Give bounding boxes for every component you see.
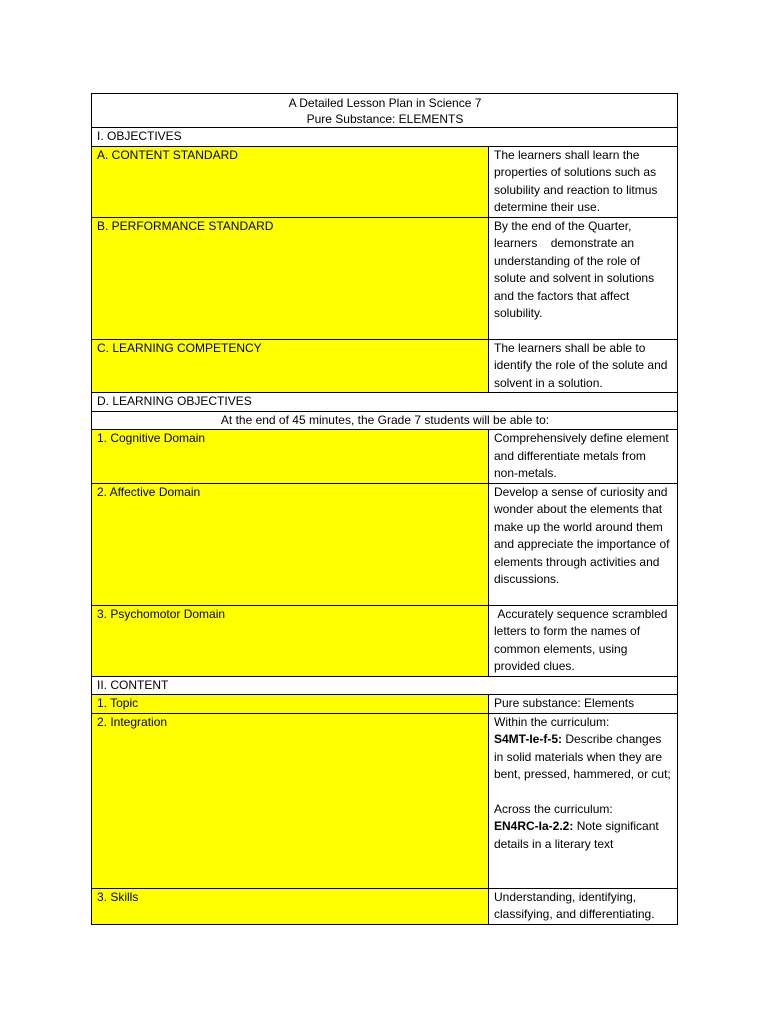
topic-row: [92, 695, 678, 714]
objectives-heading-row: [92, 128, 678, 147]
across-curriculum-heading: Across the curriculum:: [494, 801, 613, 816]
performance-standard-label: B. PERFORMANCE STANDARD: [92, 217, 489, 339]
objectives-heading: I. OBJECTIVES: [92, 128, 678, 147]
skills-label: 3. Skills: [92, 888, 489, 924]
across-curriculum-code: EN4RC-Ia-2.2:: [494, 819, 574, 833]
content-heading: II. CONTENT: [92, 676, 678, 695]
content-standard-row: [92, 146, 678, 217]
content-standard-text: The learners shall learn the properties of solutions such as solubility and reaction to litmus determine their use.: [489, 146, 678, 217]
integration-label: 2. Integration: [92, 713, 489, 888]
content-standard-label: A. CONTENT STANDARD: [92, 146, 489, 217]
topic-label: 1. Topic: [92, 695, 489, 714]
cognitive-row: [92, 430, 678, 484]
title-line-2: Pure Substance: ELEMENTS: [306, 112, 464, 126]
learning-competency-text: The learners shall be able to identify the role of the solute and solvent in a solution.: [489, 339, 678, 393]
performance-standard-text: By the end of the Quarter, learners demonstrate an understanding of the role of solute and solvent in solutions and the factors that affect solubility.: [489, 217, 678, 339]
affective-text: Develop a sense of curiosity and wonder about the elements that make up the world around them and appreciate the importance of elements through activities and discussions.: [489, 483, 678, 605]
within-curriculum-item: [494, 731, 673, 784]
cognitive-text: Comprehensively define element and differentiate metals from non-metals.: [489, 430, 678, 484]
affective-label: 2. Affective Domain: [92, 483, 489, 605]
learning-objectives-intro: At the end of 45 minutes, the Grade 7 students will be able to:: [92, 411, 678, 430]
within-curriculum-heading: Within the curriculum:: [494, 714, 610, 729]
learning-objectives-heading-row: [92, 393, 678, 412]
cognitive-label: 1. Cognitive Domain: [92, 430, 489, 484]
psychomotor-row: [92, 605, 678, 676]
learning-competency-label: C. LEARNING COMPETENCY: [92, 339, 489, 393]
affective-row: [92, 483, 678, 605]
psychomotor-text: Accurately sequence scrambled letters to form the names of common elements, using provided clues.: [489, 605, 678, 676]
within-curriculum-text: Describe changes in solid materials when they are bent, pressed, hammered, or cut;: [494, 732, 671, 781]
psychomotor-label: 3. Psychomotor Domain: [92, 605, 489, 676]
skills-row: [92, 888, 678, 924]
learning-objectives-heading: D. LEARNING OBJECTIVES: [92, 393, 678, 412]
content-heading-row: [92, 676, 678, 695]
topic-text: Pure substance: Elements: [489, 695, 678, 714]
skills-text: Understanding, identifying, classifying, and differentiating.: [489, 888, 678, 924]
title-row: [92, 94, 678, 128]
integration-text: [489, 713, 678, 888]
learning-objectives-intro-row: [92, 411, 678, 430]
title-cell: [92, 94, 678, 128]
across-curriculum-text: Note significant details in a literary text: [494, 819, 659, 851]
across-curriculum-item: [494, 818, 673, 853]
performance-standard-row: [92, 217, 678, 339]
title-line-1: A Detailed Lesson Plan in Science 7: [288, 96, 482, 110]
lesson-plan-table: [91, 93, 678, 925]
learning-competency-row: [92, 339, 678, 393]
within-curriculum-code: S4MT-Ie-f-5:: [494, 732, 563, 746]
integration-row: [92, 713, 678, 888]
spacer: [494, 784, 673, 801]
